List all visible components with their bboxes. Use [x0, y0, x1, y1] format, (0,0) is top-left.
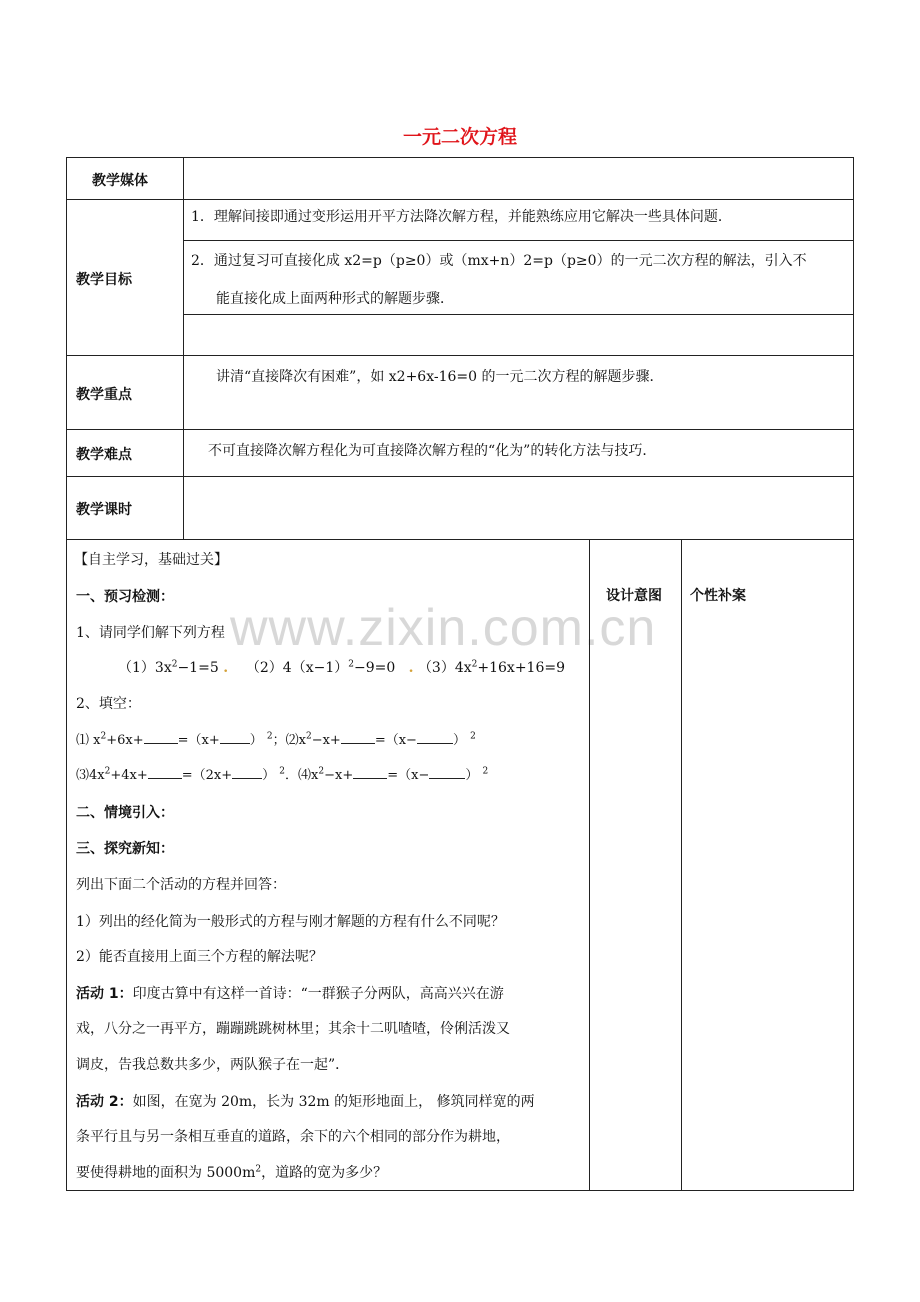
preview-question-2: 2、填空： [76, 696, 141, 712]
activity-1-line-1: 活动 1：印度古算中有这样一首诗：“一群猴子分两队，高高兴兴在游 [76, 986, 504, 1002]
blank[interactable] [429, 766, 465, 779]
goal-divider [183, 240, 854, 241]
row-divider [66, 476, 854, 477]
side-column-divider [681, 539, 682, 1191]
watermark: www.zixin.com.cn [230, 599, 657, 657]
blank[interactable] [353, 766, 387, 779]
mark-dot: . [408, 660, 414, 676]
fill-blank-line-2: $⑶4x^2+4x+ =(2x+$ ） $^2$．$⑷x^2-x+ =(x-$ ） $^2$ [76, 766, 489, 783]
row-divider [66, 429, 854, 430]
label-hours: 教学课时 [76, 502, 132, 518]
blank[interactable] [341, 731, 375, 744]
section-preview-check: 一、预习检测： [76, 589, 174, 605]
label-goals: 教学目标 [76, 272, 132, 288]
activity-2-line-2: 条平行且与另一条相互垂直的道路，余下的六个相同的部分作为耕地， [76, 1129, 510, 1145]
page-title: 一元二次方程 [402, 126, 517, 148]
blank[interactable] [148, 766, 182, 779]
equation-2: $(2)4(x-1)^2-9=0$ [245, 659, 396, 676]
row-divider [66, 539, 854, 540]
personal-notes-header: 个性补案 [690, 588, 746, 604]
activity-2-line-3: 要使得耕地的面积为 $5000m^2$，道路的宽为多少？ [76, 1164, 388, 1181]
row-divider [66, 355, 854, 356]
equation-3: $(3)4x^2+16x+16=9$ [417, 659, 566, 676]
side-column-divider [589, 539, 590, 1191]
equation-1: $(1)3x^2-1=5$ [118, 659, 219, 676]
explore-intro: 列出下面二个活动的方程并回答： [76, 877, 286, 893]
difficulty-text: 不可直接降次解方程化为可直接降次解方程的“化为”的转化方法与技巧． [208, 443, 657, 459]
section-context: 二、情境引入： [76, 805, 174, 821]
section-heading: 【自主学习，基础过关】 [74, 552, 228, 568]
preview-question-1: 1、请同学们解下列方程 [76, 625, 225, 641]
fill-blank-line-1: ⑴ $x^2+6x+ =(x+$ ） $^2$；$⑵x^2-x+ =(x-$ ） $^2$ [76, 731, 476, 748]
label-column-divider [183, 157, 184, 540]
label-media: 教学媒体 [92, 173, 148, 189]
blank[interactable] [232, 766, 262, 779]
label-difficulty: 教学难点 [76, 447, 132, 463]
activity-2-label: 活动 2： [76, 1094, 133, 1110]
key-point-text: 讲清“直接降次有困难”，如 x2+6x-16=0 的一元二次方程的解题步骤． [216, 369, 664, 385]
goal-item-2-line-1: 2．通过复习可直接化成 x2=p（p≥0）或（mx+n）2=p（p≥0）的一元二次方程的解法，引入不 [191, 253, 807, 269]
label-key-point: 教学重点 [76, 387, 132, 403]
equation-list [118, 657, 565, 677]
mark-dot: . [223, 660, 229, 676]
activity-1-line-2: 戏，八分之一再平方，蹦蹦跳跳树林里；其余十二叽喳喳，伶俐活泼又 [76, 1021, 510, 1037]
activity-1-label: 活动 1： [76, 986, 133, 1002]
blank[interactable] [220, 731, 250, 744]
activity-1-line-3: 调皮，告我总数共多少，两队猴子在一起”． [76, 1057, 350, 1073]
explore-question-2: 2）能否直接用上面三个方程的解法呢？ [76, 949, 323, 965]
section-explore: 三、探究新知： [76, 841, 174, 857]
design-intent-header: 设计意图 [606, 588, 662, 604]
explore-question-1: 1）列出的经化简为一般形式的方程与刚才解题的方程有什么不同呢？ [76, 914, 505, 930]
blank[interactable] [417, 731, 453, 744]
goal-divider [183, 314, 854, 315]
activity-2-line-1: 活动 2：如图，在宽为 20m，长为 32m 的矩形地面上， 修筑同样宽的两 [76, 1094, 535, 1110]
row-divider [66, 199, 854, 200]
goal-item-1: 1．理解间接即通过变形运用开平方法降次解方程，并能熟练应用它解决一些具体问题． [191, 209, 732, 225]
blank[interactable] [144, 731, 178, 744]
goal-item-2-line-2: 能直接化成上面两种形式的解题步骤． [216, 291, 454, 307]
